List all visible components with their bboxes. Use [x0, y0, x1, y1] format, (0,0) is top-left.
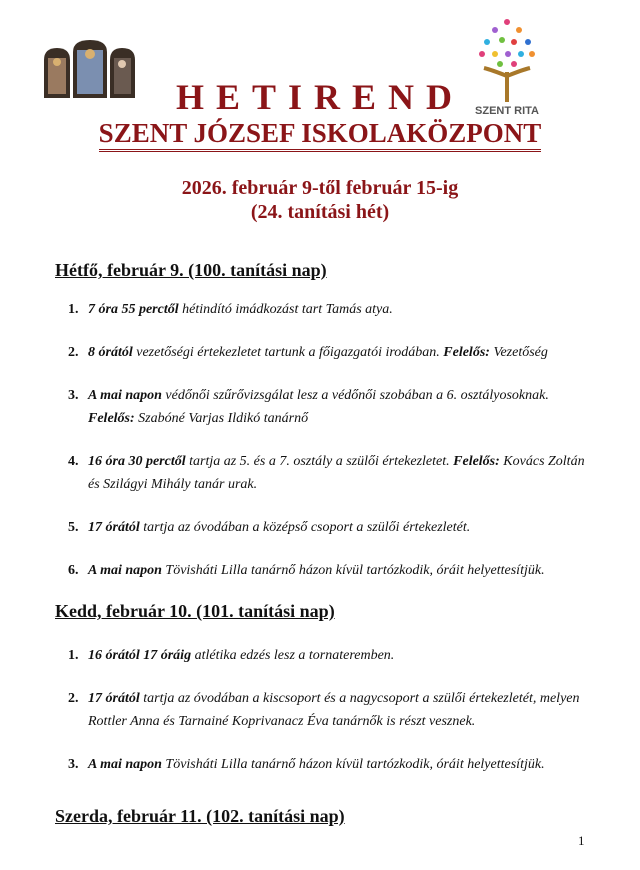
item-emphasis: Felelős: [443, 345, 490, 360]
page-title: HETIREND [175, 77, 465, 117]
item-text: hétindító imádkozást tart Tamás atya. [178, 302, 393, 317]
list-item [68, 644, 593, 667]
list-item [68, 384, 593, 430]
day-heading-wednesday: Szerda, február 11. (102. tanítási nap) [55, 806, 345, 826]
item-number: 6. [68, 563, 79, 578]
item-text: Tövisháti Lilla tanárnő házon kívül tartózkodik, óráit helyettesítjük. [161, 757, 545, 772]
item-number: 2. [68, 691, 79, 706]
school-name [0, 118, 640, 149]
item-text: Vezetőség [489, 345, 548, 360]
item-emphasis: 16 órától 17 óráig [88, 648, 192, 663]
item-emphasis: A mai napon [88, 757, 162, 772]
item-emphasis: 8 órától [88, 345, 133, 360]
item-emphasis: 7 óra 55 perctől [88, 302, 179, 317]
list-item [68, 341, 593, 364]
list-item [68, 753, 593, 776]
list-item [68, 450, 593, 496]
item-number: 3. [68, 757, 79, 772]
day-heading-monday: Hétfő, február 9. (100. tanítási nap) [55, 260, 327, 280]
item-number: 2. [68, 345, 79, 360]
item-text: Tövisháti Lilla tanárnő házon kívül tartózkodik, óráit helyettesítjük. [161, 563, 545, 578]
item-emphasis: 17 órától [88, 691, 140, 706]
page-number: 1 [578, 833, 585, 848]
list-item [68, 516, 593, 539]
item-text: védőnői szűrővizsgálat lesz a védőnői szobában a 6. osztályosoknak. [161, 388, 549, 403]
item-number: 4. [68, 454, 79, 469]
week-number: (24. tanítási hét) [250, 201, 390, 223]
date-range: 2026. február 9-től február 15-ig [181, 177, 459, 199]
tuesday-list [68, 644, 593, 796]
day-heading-tuesday: Kedd, február 10. (101. tanítási nap) [55, 601, 335, 621]
svg-text:SZENT RITA: SZENT RITA [475, 105, 539, 117]
item-emphasis: 17 órától [88, 520, 140, 535]
item-number: 1. [68, 648, 79, 663]
school-name-text: SZENT JÓZSEF ISKOLAKÖZPONT [99, 118, 542, 152]
item-emphasis: Felelős: [453, 454, 500, 469]
item-number: 5. [68, 520, 79, 535]
item-text: Szabóné Varjas Ildikó tanárnő [134, 411, 309, 426]
item-text: tartja az óvodában a kiscsoport és a nagycsoport a szülői értekezletét, melyen Rottler Anna és Tarnainé Koprivanacz Éva tanárnők is részt vesznek. [88, 691, 580, 729]
item-number: 1. [68, 302, 79, 317]
item-emphasis: Felelős: [88, 411, 135, 426]
monday-list [68, 298, 593, 602]
list-item [68, 559, 593, 582]
list-item [68, 687, 593, 733]
item-text: vezetőségi értekezletet tartunk a főigazgatói irodában. [132, 345, 444, 360]
list-item [68, 298, 593, 321]
item-text: atlétika edzés lesz a tornateremben. [191, 648, 395, 663]
item-emphasis: A mai napon [88, 563, 162, 578]
item-text: Kovács Zoltán és Szilágyi Mihály tanár urak. [88, 454, 585, 492]
week-dates [0, 176, 640, 224]
item-emphasis: A mai napon [88, 388, 162, 403]
item-number: 3. [68, 388, 79, 403]
item-text: tartja az 5. és a 7. osztály a szülői értekezletet. [185, 454, 454, 469]
item-text: tartja az óvodában a középső csoport a szülői értekezletét. [139, 520, 471, 535]
item-emphasis: 16 óra 30 perctől [88, 454, 186, 469]
